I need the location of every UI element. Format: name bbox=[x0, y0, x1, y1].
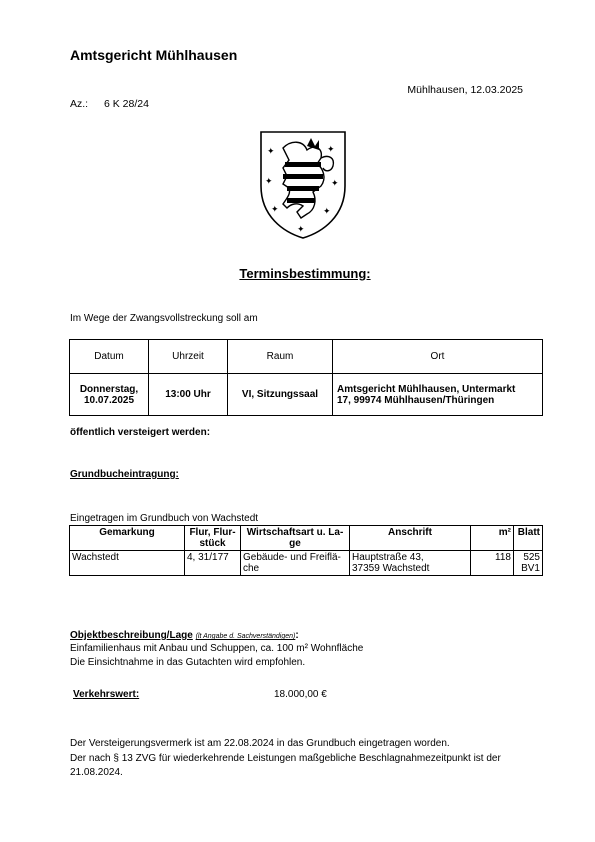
objekt-heading-note: (lt Angabe d. Sachverständigen) bbox=[195, 633, 296, 640]
svg-text:✦: ✦ bbox=[331, 179, 339, 189]
grundbuch-heading: Grundbucheintragung: bbox=[70, 469, 179, 480]
file-reference bbox=[70, 98, 149, 110]
svg-text:✦: ✦ bbox=[323, 207, 331, 217]
wirtschaftsart-header-line: ge bbox=[289, 538, 301, 549]
table-row bbox=[70, 374, 543, 416]
svg-text:✦: ✦ bbox=[267, 147, 275, 157]
cell-flur: 4, 31/177 bbox=[185, 551, 241, 576]
cell-datum bbox=[70, 374, 149, 416]
cell-raum: VI, Sitzungssaal bbox=[228, 374, 333, 416]
file-reference-label: Az.: bbox=[70, 98, 89, 110]
svg-text:✦: ✦ bbox=[327, 145, 335, 155]
header-datum: Datum bbox=[70, 340, 149, 374]
anschrift-line: Hauptstraße 43, bbox=[352, 552, 424, 563]
svg-text:✦: ✦ bbox=[271, 205, 279, 215]
court-name: Amtsgericht Mühlhausen bbox=[70, 47, 238, 63]
flur-header-line: Flur, Flur- bbox=[189, 527, 236, 538]
ort-line: 17, 99974 Mühlhausen/Thüringen bbox=[337, 394, 495, 406]
grundbuch-intro: Eingetragen im Grundbuch von Wachstedt bbox=[70, 513, 259, 524]
thuringia-coat-of-arms-icon bbox=[257, 128, 349, 240]
datum-line: 10.07.2025 bbox=[83, 394, 135, 406]
table-row bbox=[70, 551, 543, 576]
termin-table bbox=[69, 339, 543, 416]
anschrift-line: 37359 Wachstedt bbox=[352, 563, 430, 574]
objekt-description: Einfamilienhaus mit Anbau und Schuppen, ca. 100 m² Wohnfläche bbox=[70, 643, 364, 654]
grundbuch-table-header bbox=[70, 526, 543, 551]
termin-table-header bbox=[70, 340, 543, 374]
cell-anschrift bbox=[350, 551, 471, 576]
closing-paragraph-2: Der nach § 13 ZVG für wiederkehrende Leistungen maßgebliche Beschlagnahmezeitpunkt ist der 21.08.2024. bbox=[70, 753, 501, 778]
wirtschaftsart-line: Gebäude- und Freiflä- bbox=[243, 552, 341, 563]
grundbuch-table bbox=[69, 525, 543, 576]
cell-wirtschaftsart bbox=[241, 551, 350, 576]
page-title: Terminsbestimmung: bbox=[239, 266, 371, 281]
cell-gemarkung: Wachstedt bbox=[70, 551, 185, 576]
cell-m2: 118 bbox=[471, 551, 514, 576]
header-wirtschaftsart bbox=[241, 526, 350, 551]
verkehrswert-label: Verkehrswert: bbox=[73, 689, 140, 700]
header-m2: m² bbox=[471, 526, 514, 551]
after-table-text: öffentlich versteigert werden: bbox=[70, 427, 211, 438]
cell-blatt bbox=[514, 551, 543, 576]
header-blatt: Blatt bbox=[514, 526, 543, 551]
header-anschrift: Anschrift bbox=[350, 526, 471, 551]
objekt-heading-colon: : bbox=[295, 630, 299, 641]
datum-line: Donnerstag, bbox=[79, 383, 139, 395]
header-gemarkung: Gemarkung bbox=[70, 526, 185, 551]
file-reference-value: 6 K 28/24 bbox=[104, 98, 149, 110]
header-raum: Raum bbox=[228, 340, 333, 374]
ort-line: Amtsgericht Mühlhausen, Untermarkt bbox=[337, 383, 516, 395]
svg-text:✦: ✦ bbox=[297, 225, 305, 235]
objekt-heading bbox=[70, 630, 299, 641]
closing-paragraph-1: Der Versteigerungsvermerk ist am 22.08.2024 in das Grundbuch eingetragen worden. bbox=[70, 738, 450, 749]
place-date: Mühlhausen, 12.03.2025 bbox=[407, 84, 523, 96]
intro-text: Im Wege der Zwangsvollstreckung soll am bbox=[70, 313, 258, 324]
header-flur bbox=[185, 526, 241, 551]
header-uhrzeit: Uhrzeit bbox=[149, 340, 228, 374]
flur-header-line: stück bbox=[199, 538, 226, 549]
wirtschaftsart-line: che bbox=[243, 563, 260, 574]
objekt-recommendation: Die Einsichtnahme in das Gutachten wird empfohlen. bbox=[70, 657, 306, 668]
cell-ort bbox=[333, 374, 543, 416]
cell-uhrzeit: 13:00 Uhr bbox=[149, 374, 228, 416]
wirtschaftsart-header-line: Wirtschaftsart u. La- bbox=[246, 527, 344, 538]
svg-text:✦: ✦ bbox=[265, 177, 273, 187]
header-ort: Ort bbox=[333, 340, 543, 374]
blatt-line: 525 bbox=[523, 552, 540, 563]
objekt-heading-text: Objektbeschreibung/Lage bbox=[70, 630, 193, 641]
blatt-line: BV1 bbox=[521, 563, 540, 574]
verkehrswert-value: 18.000,00 € bbox=[274, 689, 327, 700]
